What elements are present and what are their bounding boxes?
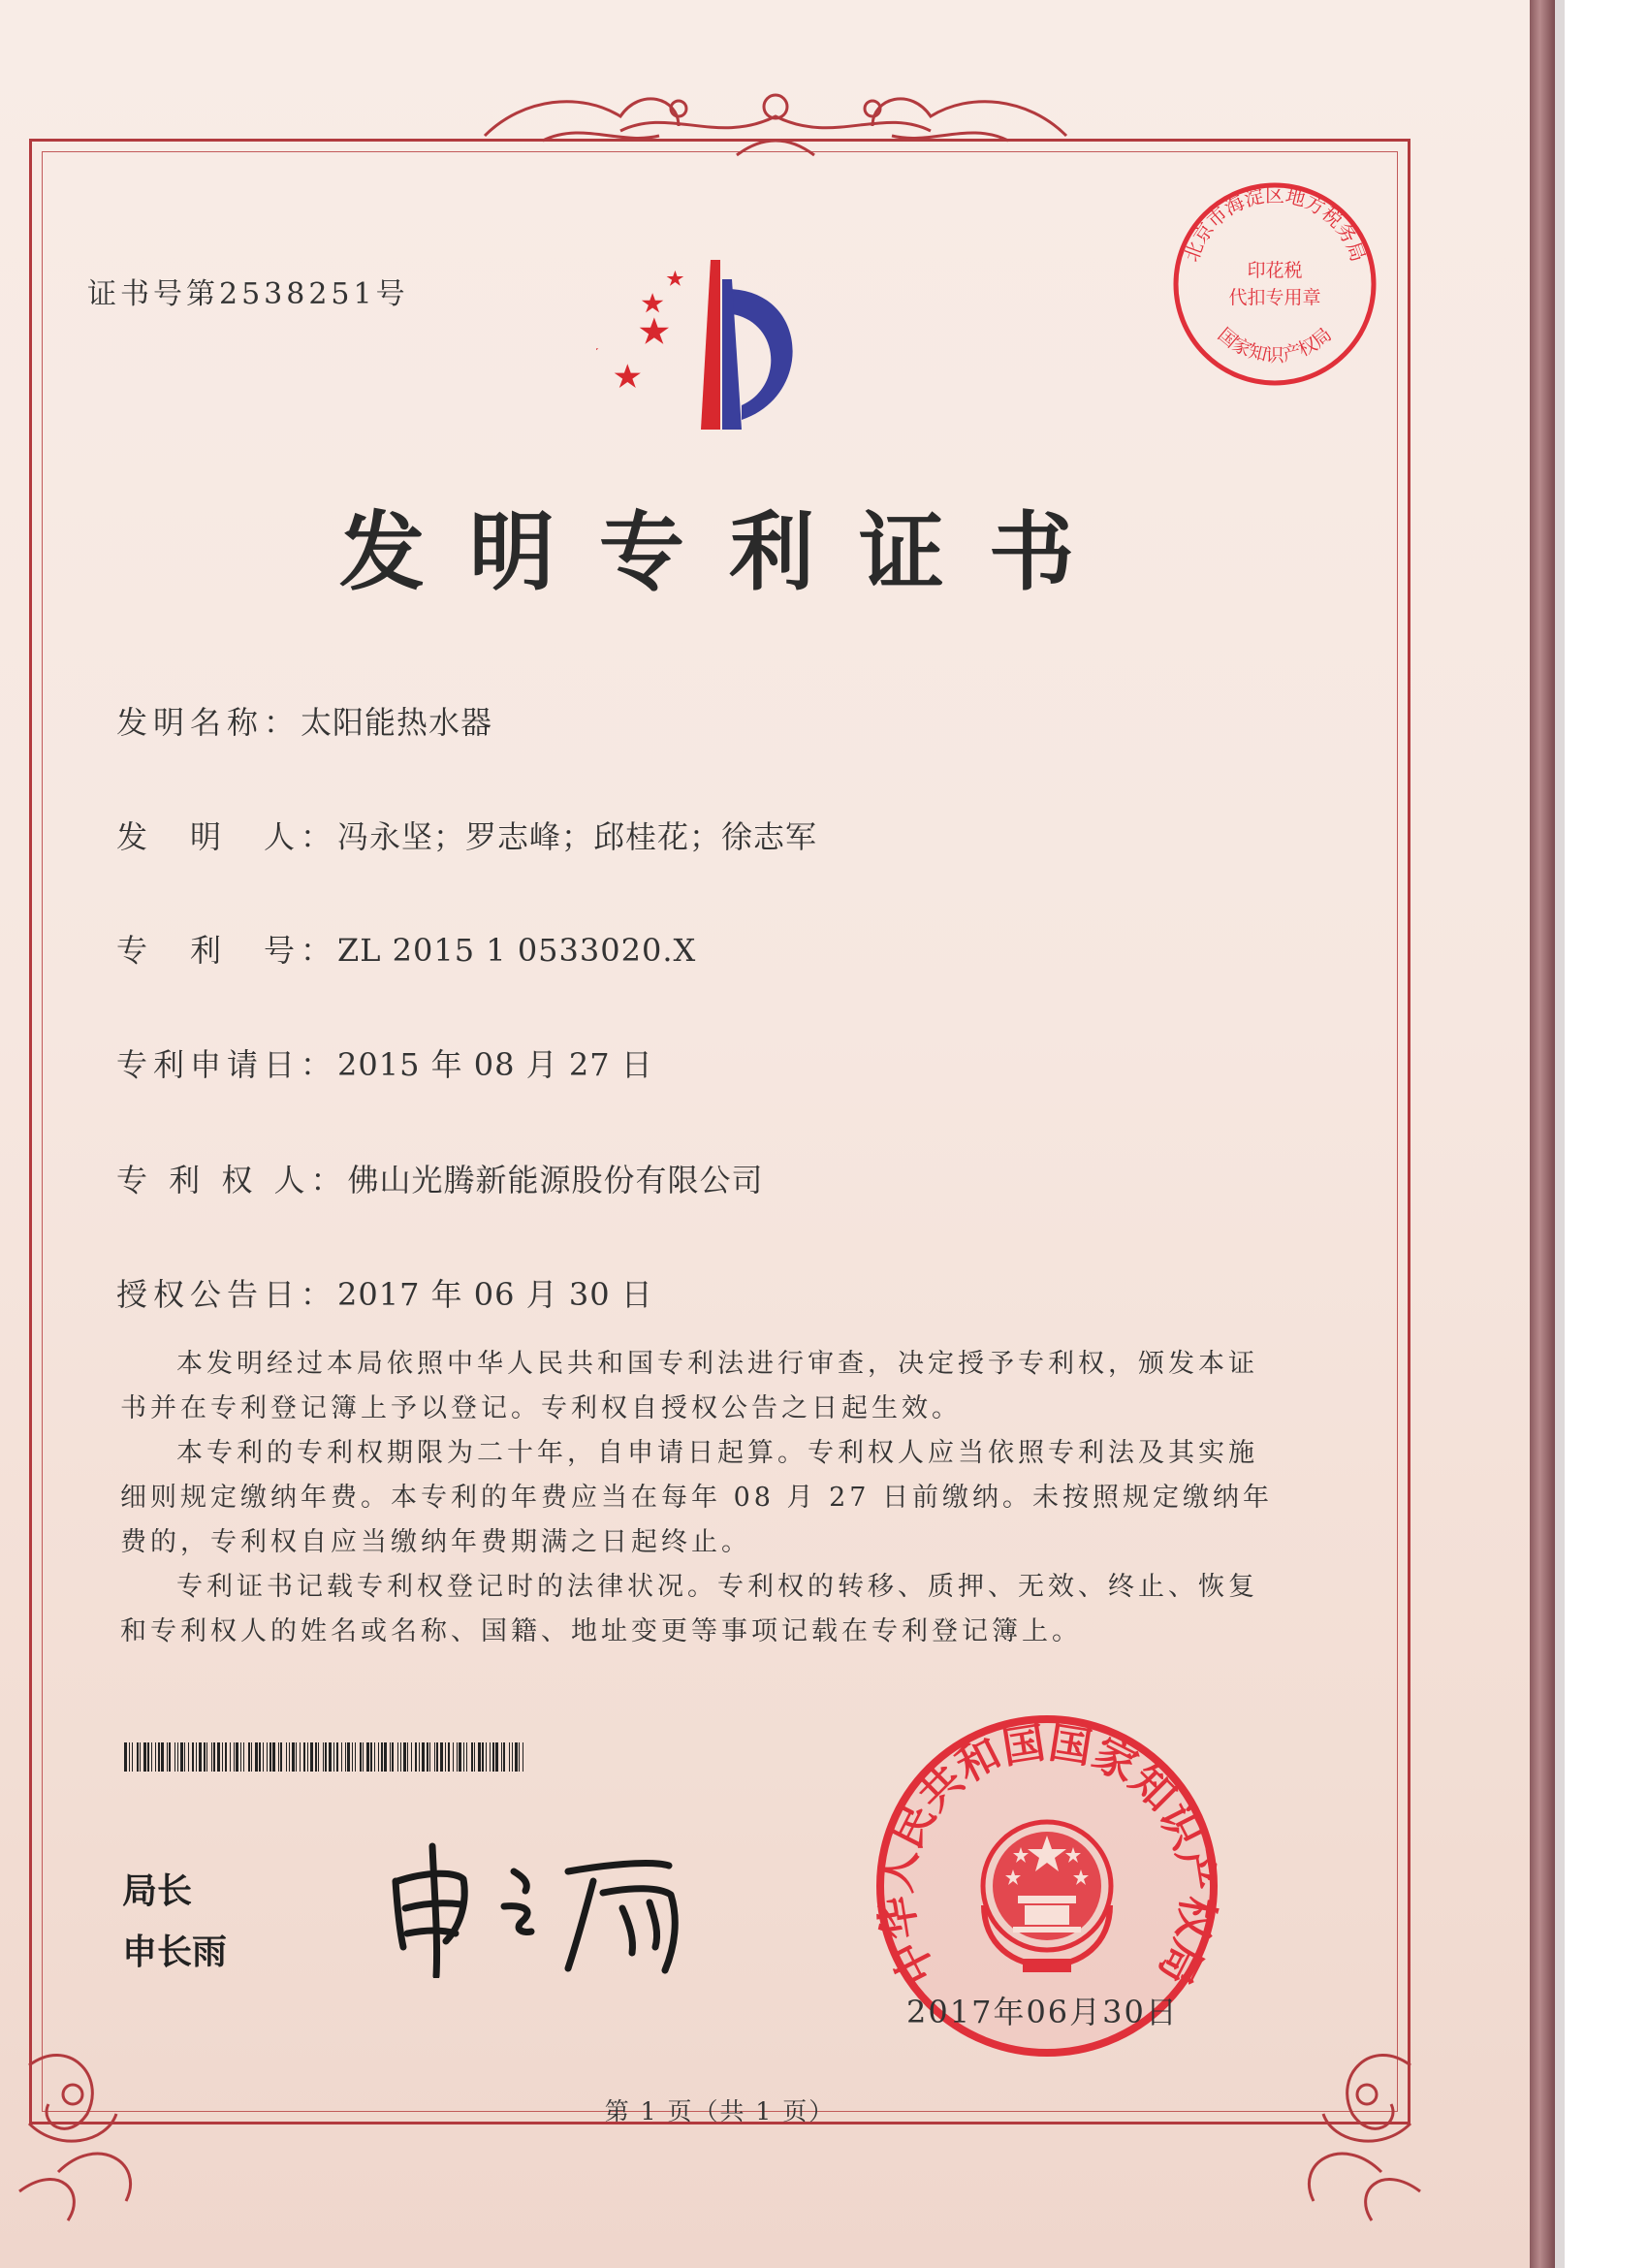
tax-stamp-center-line2: 代扣专用章 xyxy=(1228,287,1321,308)
barcode-bar xyxy=(213,1742,215,1772)
barcode-bar xyxy=(329,1742,332,1772)
director-name: 申长雨 xyxy=(122,1933,228,1972)
barcode-bar xyxy=(240,1742,241,1772)
barcode-bar xyxy=(466,1742,467,1772)
corner-ornament-bottom-right xyxy=(1309,2056,1420,2220)
barcode-bar xyxy=(267,1742,268,1772)
barcode-bar xyxy=(318,1742,319,1772)
logo-red-blade xyxy=(701,260,720,430)
barcode-bar xyxy=(124,1742,127,1772)
barcode-bar xyxy=(355,1742,356,1772)
barcode-bar xyxy=(303,1742,305,1772)
barcode-bar xyxy=(490,1742,491,1772)
barcode-bar xyxy=(251,1742,252,1772)
barcode-bar xyxy=(415,1742,417,1772)
page-number: 第 1 页（共 1 页） xyxy=(604,2097,836,2125)
field-grant-date-label: 授权公告日： xyxy=(116,1276,338,1313)
barcode-bar xyxy=(143,1742,146,1772)
barcode-bar xyxy=(204,1742,206,1772)
barcode-bar xyxy=(427,1742,428,1772)
barcode-bar xyxy=(457,1742,458,1772)
barcode-bar xyxy=(422,1742,425,1772)
barcode-bar xyxy=(445,1742,446,1772)
seal-date: 2017年06月30日 xyxy=(906,1994,1179,2030)
barcode-bar xyxy=(459,1742,461,1772)
barcode-bar xyxy=(366,1742,369,1772)
barcode-bar xyxy=(453,1742,454,1772)
barcode-bar xyxy=(325,1742,327,1772)
barcode-bar xyxy=(132,1742,133,1772)
barcode-bar xyxy=(259,1742,261,1772)
tax-stamp-ring-text: 北京市海淀区地方税务局 xyxy=(1179,182,1371,266)
barcode-bar xyxy=(272,1742,275,1772)
field-patentee-label: 专 利 权 人： xyxy=(116,1162,348,1198)
field-application-date xyxy=(116,1040,653,1085)
barcode-bar xyxy=(188,1742,189,1772)
barcode xyxy=(124,1742,525,1772)
barcode-bar xyxy=(234,1742,235,1772)
barcode-bar xyxy=(177,1742,178,1772)
field-patent-number xyxy=(116,926,696,971)
barcode-bar xyxy=(429,1742,430,1772)
barcode-bar xyxy=(512,1742,513,1772)
director-title: 局长 xyxy=(122,1871,193,1911)
barcode-bar xyxy=(400,1742,401,1772)
barcode-bar xyxy=(482,1742,484,1772)
barcode-bar xyxy=(248,1742,250,1772)
barcode-bar xyxy=(206,1742,207,1772)
paragraph-term-and-fees: 本专利的专利权期限为二十年，自申请日起算。专利权人应当依照专利法及其实施细则规定缴纳年费。本专利的年费应当在每年 08 月 27 日前缴纳。未按照规定缴纳年费的，专利权自应当缴纳年费期满之日起终止。 xyxy=(120,1438,1274,1557)
barcode-bar xyxy=(167,1742,168,1772)
certificate-number: 证书号第2538251号 xyxy=(87,277,409,311)
field-patentee xyxy=(116,1156,764,1200)
barcode-bar xyxy=(129,1742,130,1772)
field-grant-date xyxy=(116,1270,653,1315)
barcode-bar xyxy=(440,1742,443,1772)
barcode-bar xyxy=(374,1742,375,1772)
field-patentee-value: 佛山光腾新能源股份有限公司 xyxy=(347,1162,764,1198)
barcode-bar xyxy=(390,1742,391,1772)
sipo-logo xyxy=(596,250,839,444)
barcode-bar xyxy=(519,1742,520,1772)
barcode-bar xyxy=(315,1742,317,1772)
barcode-bar xyxy=(478,1742,481,1772)
barcode-bar xyxy=(370,1742,372,1772)
barcode-bar xyxy=(151,1742,152,1772)
field-invention-name-value: 太阳能热水器 xyxy=(301,704,493,741)
barcode-bar xyxy=(243,1742,244,1772)
tax-stamp-center-line1: 印花税 xyxy=(1247,260,1303,281)
director-signature xyxy=(378,1833,727,1978)
barcode-bar xyxy=(225,1742,227,1772)
barcode-bar xyxy=(336,1742,338,1772)
barcode-bar xyxy=(436,1742,438,1772)
barcode-bar xyxy=(169,1742,171,1772)
barcode-bar xyxy=(407,1742,408,1772)
barcode-bar xyxy=(403,1742,406,1772)
barcode-bar xyxy=(289,1742,290,1772)
barcode-bar xyxy=(236,1742,238,1772)
barcode-bar xyxy=(140,1742,141,1772)
paragraph-legal-status: 专利证书记载专利权登记时的法律状况。专利权的转移、质押、无效、终止、恢复和专利权人的姓名或名称、国籍、地址变更等事项记载在专利登记簿上。 xyxy=(120,1572,1258,1646)
barcode-bar xyxy=(192,1742,194,1772)
barcode-bar xyxy=(184,1742,185,1772)
field-invention-name xyxy=(116,698,492,743)
field-patent-number-value: ZL 2015 1 0533020.X xyxy=(337,932,697,969)
barcode-bar xyxy=(269,1742,271,1772)
barcode-bar xyxy=(411,1742,412,1772)
barcode-bar xyxy=(155,1742,156,1772)
barcode-bar xyxy=(278,1742,279,1772)
tax-stamp-bottom-text: 国家知识产权局 xyxy=(1213,324,1337,367)
field-inventors xyxy=(116,813,817,857)
barcode-bar xyxy=(360,1742,362,1772)
paragraph-examination: 本发明经过本局依照中华人民共和国专利法进行审查，决定授予专利权，颁发本证书并在专利登记簿上予以登记。专利权自授权公告之日起生效。 xyxy=(120,1349,1258,1423)
barcode-bar xyxy=(307,1742,308,1772)
barcode-bar xyxy=(384,1742,387,1772)
folder-shadow xyxy=(1555,0,1565,2268)
barcode-bar xyxy=(474,1742,475,1772)
barcode-bar xyxy=(341,1742,342,1772)
barcode-bar xyxy=(292,1742,295,1772)
barcode-bar xyxy=(161,1742,164,1772)
barcode-bar xyxy=(174,1742,175,1772)
barcode-bar xyxy=(434,1742,435,1772)
field-patent-number-label: 专 利 号： xyxy=(116,932,338,969)
barcode-bar xyxy=(378,1742,379,1772)
svg-text:国家知识产权局 xyxy=(1214,324,1336,366)
barcode-bar xyxy=(296,1742,297,1772)
logo-stars xyxy=(596,271,683,388)
barcode-bar xyxy=(492,1742,494,1772)
svg-text:北京市海淀区地方税务局 xyxy=(1180,183,1371,265)
barcode-bar xyxy=(280,1742,282,1772)
barcode-bar xyxy=(419,1742,420,1772)
barcode-bar xyxy=(352,1742,353,1772)
barcode-bar xyxy=(397,1742,398,1772)
barcode-bar xyxy=(363,1742,364,1772)
barcode-bar xyxy=(347,1742,350,1772)
barcode-bar xyxy=(199,1742,202,1772)
barcode-bar xyxy=(286,1742,287,1772)
seal-text: 中华人民共和国国家知识产权局 xyxy=(871,1717,1223,1993)
tax-stamp xyxy=(1168,177,1381,391)
barcode-bar xyxy=(217,1742,220,1772)
field-application-date-value: 2015 年 08 月 27 日 xyxy=(337,1046,653,1083)
field-application-date-label: 专利申请日： xyxy=(116,1046,338,1083)
barcode-bar xyxy=(392,1742,394,1772)
barcode-bar xyxy=(263,1742,264,1772)
barcode-bar xyxy=(471,1742,473,1772)
barcode-bar xyxy=(196,1742,197,1772)
barcode-bar xyxy=(486,1742,487,1772)
barcode-bar xyxy=(495,1742,498,1772)
barcode-bar xyxy=(310,1742,313,1772)
barcode-bar xyxy=(300,1742,301,1772)
barcode-bar xyxy=(463,1742,464,1772)
page-title: 发明专利证书 xyxy=(339,502,1120,602)
barcode-bar xyxy=(509,1742,510,1772)
barcode-bar xyxy=(503,1742,505,1772)
field-inventors-value: 冯永坚；罗志峰；邱桂花；徐志军 xyxy=(337,818,818,855)
barcode-bar xyxy=(255,1742,258,1772)
barcode-bar xyxy=(147,1742,149,1772)
barcode-bar xyxy=(323,1742,324,1772)
barcode-bar xyxy=(137,1742,139,1772)
barcode-bar xyxy=(515,1742,518,1772)
top-ornament xyxy=(485,95,1066,155)
field-invention-name-label: 发明名称： xyxy=(116,704,301,741)
barcode-bar xyxy=(448,1742,450,1772)
barcode-bar xyxy=(211,1742,212,1772)
barcode-bar xyxy=(222,1742,223,1772)
field-inventors-label: 发 明 人： xyxy=(116,818,338,855)
field-grant-date-value: 2017 年 06 月 30 日 xyxy=(337,1276,653,1313)
barcode-bar xyxy=(333,1742,334,1772)
barcode-bar xyxy=(501,1742,502,1772)
barcode-bar xyxy=(158,1742,160,1772)
barcode-bar xyxy=(180,1742,183,1772)
barcode-bar xyxy=(381,1742,383,1772)
corner-ornament-bottom-left xyxy=(19,2056,131,2220)
barcode-bar xyxy=(230,1742,231,1772)
barcode-bar xyxy=(345,1742,346,1772)
